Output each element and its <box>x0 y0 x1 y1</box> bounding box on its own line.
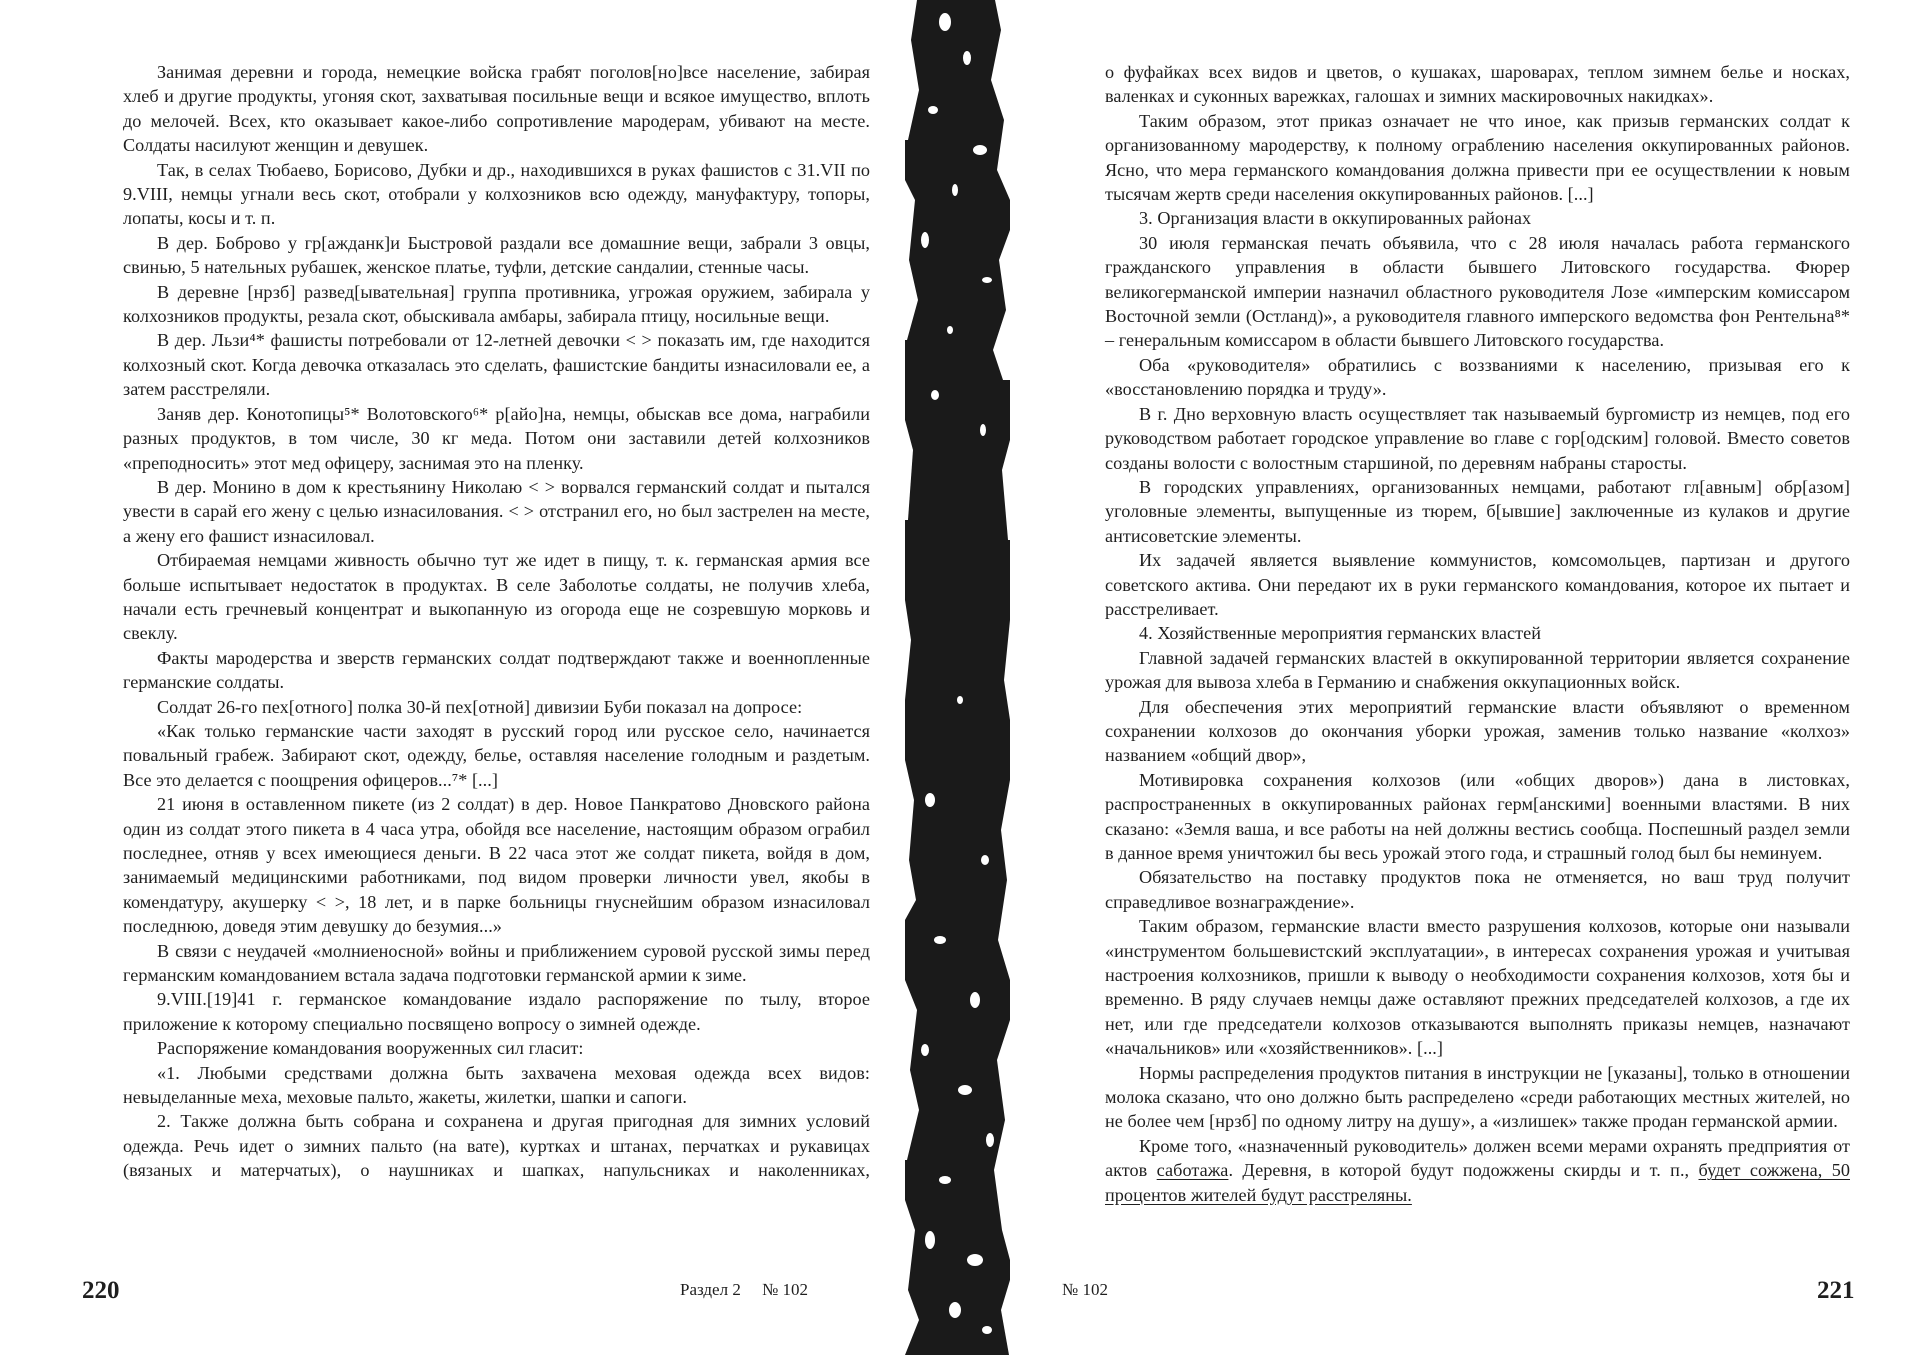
quote-paragraph: «1. Любыми средствами должна быть захвачена меховая одежда всех видов: невыделанные меха, меховые пальто, жакеты, жилетки, шапки и сапоги. <box>123 1062 870 1108</box>
left-page-text <box>123 60 870 1183</box>
underlined-text: будет сожжена, 50 процентов жителей будут расстреляны. <box>1105 1160 1850 1205</box>
paragraph: Факты мародерства и зверств германских солдат подтверждают также и военнопленные германские солдаты. <box>123 647 870 693</box>
paragraph: Таким образом, германские власти вместо разрушения колхозов, которые они называли «инструментом большевистский эксплуатации», в интересах сохранения урожая и учитывая настроения колхозников, пришли к выводу о необходимости сохранения колхозов, хотя бы и временно. В ряду случаев немцы даже оставляют прежних председателей колхозов, а где их нет, или где председатели колхозов отказываются выполнять приказы немцев, назначают «начальников» или «хозяйственников». [...] <box>1105 916 1850 1059</box>
right-page-text <box>1105 60 1850 1207</box>
paragraph: В дер. Льзи⁴* фашисты потребовали от 12-летней девочки < > показать им, где находится колхозный скот. Когда девочка отказалась это сделать, фашистские бандиты изнасиловали ее, а затем расстреляли. <box>123 330 870 400</box>
paragraph: Их задачей является выявление коммунистов, комсомольцев, партизан и другого советского актива. Они передают их в руки германского командования, которое их пытает и расстреливает. <box>1105 550 1850 619</box>
page-number: 220 <box>82 1277 120 1304</box>
paragraph: В дер. Боброво у гр[ажданк]и Быстровой раздали все домашние вещи, забрали 3 овцы, свинью, 5 нательных рубашек, женское платье, туфли, детские сандалии, стенные часы. <box>123 232 870 278</box>
paragraph: Обязательство на поставку продуктов пока не отменяется, но ваш труд получит справедливое вознаграждение». <box>1105 867 1850 912</box>
paragraph: о фуфайках всех видов и цветов, о кушаках, шароварах, теплом зимнем белье и носках, валенках и суконных варежках, галошах и зимних маскировочных накидках». <box>1105 62 1850 107</box>
quote-paragraph: 21 июня в оставленном пикете (из 2 солдат) в дер. Новое Панкратово Дновского района один из солдат этого пикета в 4 часа утра, обойдя все население, настоящим образом ограбил последнее, отняв у всех имеющиеся деньги. В 22 часа этот же солдат пикета, войдя в дом, занимаемый медицинскими работниками, под видом проверки личности увел, якобы в комендатуру, акушерку < >, 18 лет, и в парке больницы гнуснейшим образом изнасиловал последнюю, доведя этим девушку до безумия...» <box>123 794 870 937</box>
running-head: № 102 <box>1062 1280 1108 1299</box>
page-number: 221 <box>1817 1277 1855 1304</box>
paragraph: В городских управлениях, организованных немцами, работают гл[авным] обр[азом] уголовные элементы, выпущенные из тюрем, б[ывшие] заключенные из кулаков и другие антисоветские элементы. <box>1105 476 1850 546</box>
paragraph: Отбираемая немцами живность обычно тут же идет в пищу, т. к. германская армия все больше испытывает недостаток в продуктах. В селе Заболотье солдаты, не получив хлеба, начали есть гречневый концентрат и выкопанную из огорода еще не созревшую морковь и свеклу. <box>123 550 870 644</box>
paragraph: Так, в селах Тюбаево, Борисово, Дубки и др., находившихся в руках фашистов с 31.VII по 9.VIII, немцы угнали весь скот, отобрали у колхозников всю одежду, мануфактуру, топоры, лопаты, косы и т. п. <box>123 159 870 229</box>
spine-texture <box>905 0 1010 1355</box>
book-spine-shadow <box>905 0 1010 1355</box>
paragraph: Таким образом, этот приказ означает не что иное, как призыв германских солдат к организованному мародерству, к полному ограблению населения оккупированных районов. Ясно, что мера германского командования должна привести при ее осуществлении к новым тысячам жертв среди населения оккупированных районов. [...] <box>1105 110 1850 205</box>
paragraph: В связи с неудачей «молниеносной» войны и приближением суровой русской зимы перед германским командованием встала задача подготовки германской армии к зиме. <box>123 940 870 986</box>
section-heading: 3. Организация власти в оккупированных районах <box>1139 208 1532 229</box>
paragraph: 9.VIII.[19]41 г. германское командование издало распоряжение по тылу, второе приложение к которому специально посвящено вопросу о зимней одежде. <box>123 989 870 1034</box>
paragraph <box>1105 1134 1850 1207</box>
running-head: Раздел 2 № 102 <box>680 1280 809 1299</box>
paragraph: Солдат 26-го пех[отного] полка 30-й пех[отной] дивизии Буби показал на допросе: <box>157 696 803 717</box>
section-heading: 4. Хозяйственные мероприятия германских властей <box>1139 623 1541 644</box>
paragraph: Для обеспечения этих мероприятий германские власти объявляют о временном сохранении колхозов до окончания уборки урожая, заменив только название «колхоз» названием «общий двор», <box>1105 696 1850 766</box>
paragraph: Оба «руководителя» обратились с воззваниями к населению, призывая его к «восстановлению порядка и труду». <box>1105 354 1850 400</box>
paragraph: В г. Дно верховную власть осуществляет так называемый бургомистр из немцев, под его руководством работает городское управление во главе с гор[одским] головой. Вместо советов созданы волости с волостным старшиной, по деревням набраны старосты. <box>1105 403 1850 473</box>
left-page <box>0 0 905 1355</box>
right-page <box>1010 0 1920 1355</box>
text-run: Кроме того, «назначенный руководитель» должен всеми мерами охранять предприятия от актов <box>1105 1135 1850 1181</box>
text-run: . Деревня, в которой будут подожжены скирды и т. п., <box>1228 1160 1699 1181</box>
paragraph: Занимая деревни и города, немецкие войска грабят поголов[но]все население, забирая хлеб и другие продукты, угоняя скот, захватывая посильные вещи и всякое имущество, вплоть до мелочей. Всех, кто оказывает какое-либо сопротивление мародерам, убивают на месте. Солдаты насилуют женщин и девушек. <box>123 62 870 156</box>
paragraph: Главной задачей германских властей в оккупированной территории является сохранение урожая для вывоза хлеба в Германию и снабжения оккупационных войск. <box>1105 647 1850 693</box>
paragraph: Заняв дер. Конотопицы⁵* Волотовского⁶* р[айо]на, немцы, обыскав все дома, награбили разных продуктов, в том числе, 30 кг меда. Потом они заставили детей колхозников «преподносить» этот мед офицеру, заснимая это на пленку. <box>123 403 870 473</box>
paragraph: Нормы распределения продуктов питания в инструкции не [указаны], только в отношении молока сказано, что оно должно быть распределено «среди работающих местных жителей, но не более чем [нрзб] по одному литру на душу», а «излишек» также продан германской армии. <box>1105 1062 1850 1132</box>
underlined-text: саботажа <box>1156 1160 1229 1181</box>
paragraph: Распоряжение командования вооруженных сил гласит: <box>157 1038 584 1059</box>
paragraph: В деревне [нрзб] развед[ывательная] группа противника, угрожая оружием, забирала у колхозников продукты, резала скот, обыскивала амбары, забирала птицу, носильные вещи. <box>123 281 870 327</box>
quote-paragraph: «Как только германские части заходят в русский город или русское село, начинается повальный грабеж. Забирают скот, одежду, белье, оставляя население голодным и раздетым. Все это делается с поощрения офицеров...⁷* [...] <box>123 720 870 790</box>
quote-paragraph: 2. Также должна быть собрана и сохранена и другая пригодная для зимних условий одежда. Речь идет о зимних пальто (на вате), куртках и штанах, перчатках и рукавицах (вязаных и матерчатых), о наушниках и шапках, напульсниках и наколенниках, <box>123 1111 870 1181</box>
paragraph: В дер. Монино в дом к крестьянину Николаю < > ворвался германский солдат и пытался увести в сарай его жену с целью изнасилования. < > отстранил его, но был застрелен на месте, а жену его фашист изнасиловал. <box>123 476 870 546</box>
paragraph: 30 июля германская печать объявила, что с 28 июля началась работа германского гражданского управления в области бывшего Литовского государства. Фюрер великогерманской империи назначил областного руководителя Лозе «имперским комиссаром Восточной земли (Остланд)», а руководителя главного имперского ведомства фон Рентельна⁸* – генеральным комиссаром в области бывшего Литовского государства. <box>1105 232 1850 351</box>
paragraph: Мотивировка сохранения колхозов (или «общих дворов») дана в листовках, распространенных в оккупированных районах герм[анскими] военными властями. В них сказано: «Земля ваша, и все работы на ней должны вестись сообща. Поспешный раздел земли в данное время уничтожил бы весь урожай этого года, и страшный голод был бы неминуем. <box>1105 769 1850 863</box>
